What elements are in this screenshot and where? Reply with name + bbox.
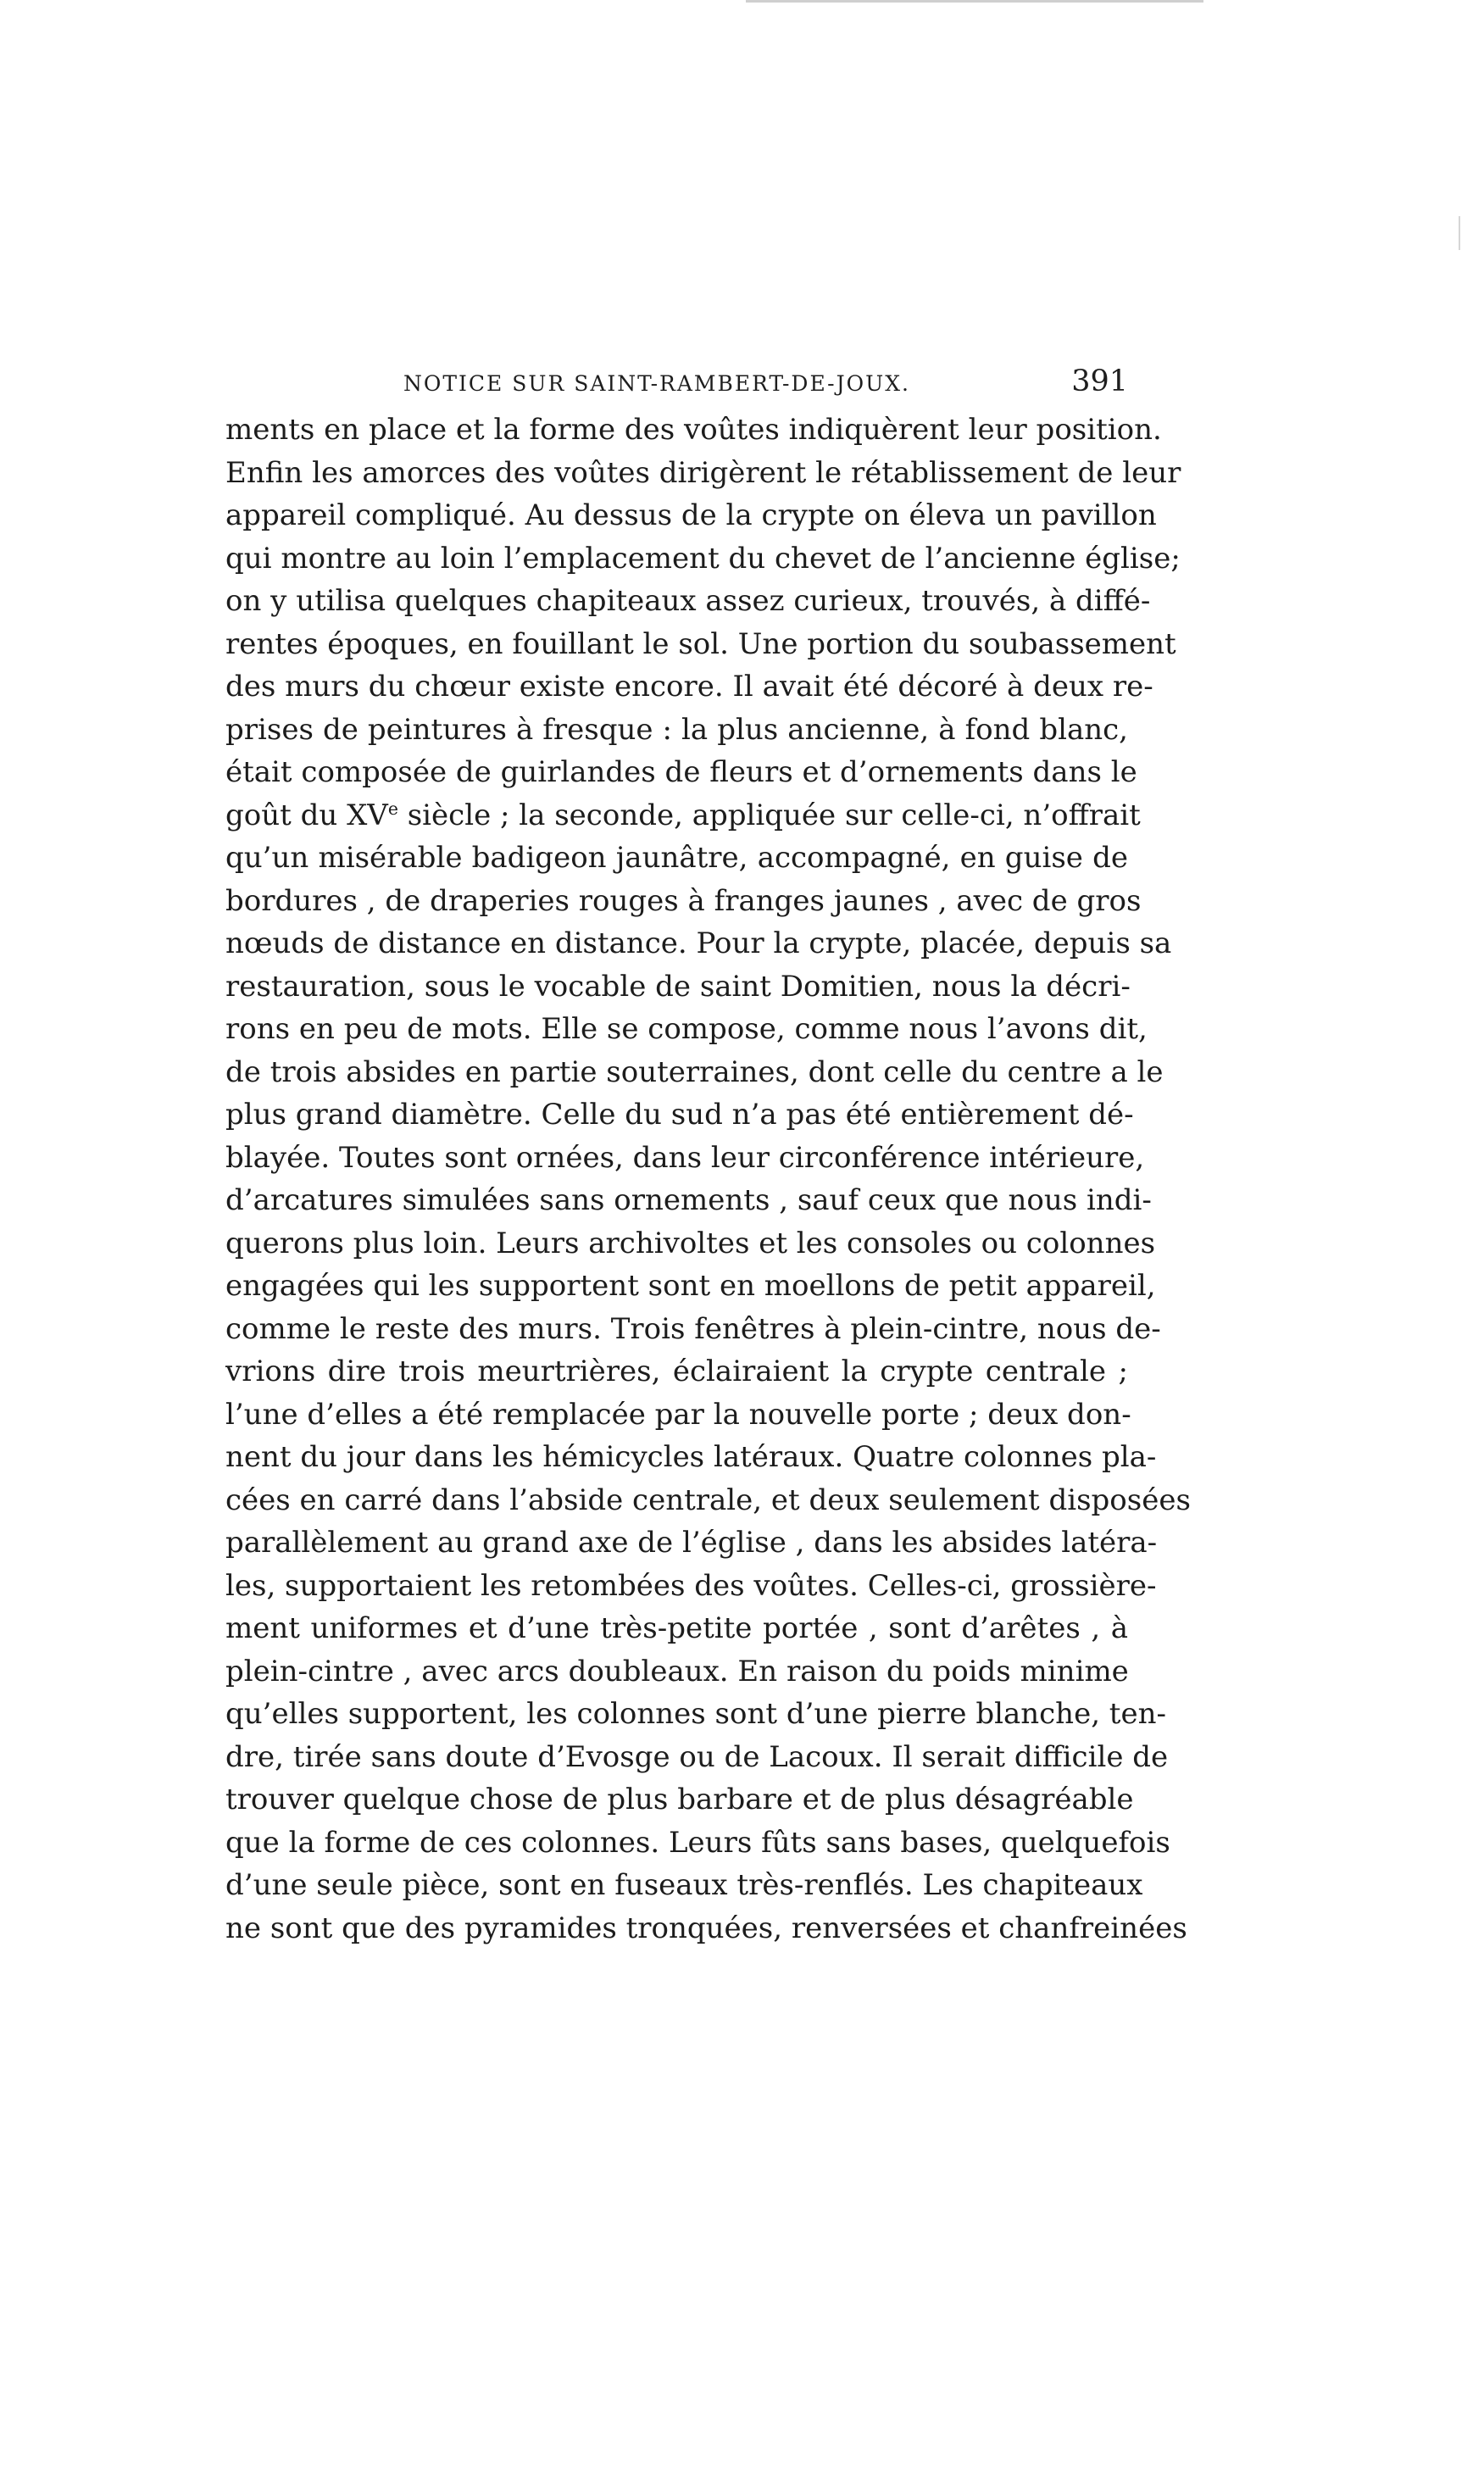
text-line: plein-cintre , avec arcs doubleaux. En raison du poids minime <box>225 1654 1129 1688</box>
top-edge-rule <box>746 0 1203 3</box>
text-line: plus grand diamètre. Celle du sud n’a pas été entièrement dé- <box>225 1098 1134 1132</box>
text-line: de trois absides en partie souterraines, dont celle du centre a le <box>225 1054 1164 1089</box>
text-line: était composée de guirlandes de fleurs et d’ornements dans le <box>225 755 1137 789</box>
text-line: appareil compliqué. Au dessus de la crypte on éleva un pavillon <box>225 498 1157 532</box>
body-text <box>225 409 1191 1950</box>
text-line-superscript: goût du XVe siècle ; la seconde, appliquée sur celle-ci, n’offrait <box>225 798 1141 832</box>
text-line: d’une seule pièce, sont en fuseaux très-renflés. Les chapiteaux <box>225 1868 1143 1902</box>
text-line: qui montre au loin l’emplacement du chevet de l’ancienne église; <box>225 541 1181 576</box>
text-line: qu’un misérable badigeon jaunâtre, accompagné, en guise de <box>225 841 1128 875</box>
text-line: les, supportaient les retombées des voûtes. Celles-ci, grossière- <box>225 1568 1157 1603</box>
century-superscript: e <box>387 798 398 819</box>
text-line: engagées qui les supportent sont en moellons de petit appareil, <box>225 1269 1156 1303</box>
text-line: ments en place et la forme des voûtes indiquèrent leur position. <box>225 413 1162 447</box>
text-line: restauration, sous le vocable de saint Domitien, nous la décri- <box>225 969 1131 1004</box>
text-line: dre, tirée sans doute d’Evosge ou de Lacoux. Il serait difficile de <box>225 1739 1169 1774</box>
text-line: nœuds de distance en distance. Pour la crypte, placée, depuis sa <box>225 926 1172 960</box>
text-line: rentes époques, en fouillant le sol. Une portion du soubassement <box>225 626 1176 661</box>
text-line: l’une d’elles a été remplacée par la nouvelle porte ; deux don- <box>225 1397 1131 1432</box>
text-line: querons plus loin. Leurs archivoltes et les consoles ou colonnes <box>225 1226 1156 1260</box>
text-line: d’arcatures simulées sans ornements , sauf ceux que nous indi- <box>225 1183 1152 1217</box>
text-line: blayée. Toutes sont ornées, dans leur circonférence intérieure, <box>225 1140 1145 1175</box>
text-line: ne sont que des pyramides tronquées, renversées et chanfreinées <box>225 1911 1187 1945</box>
text-line: des murs du chœur existe encore. Il avait été décoré à deux re- <box>225 670 1153 704</box>
text-line: que la forme de ces colonnes. Leurs fûts sans bases, quelquefois <box>225 1825 1170 1860</box>
page-number: 391 <box>1071 364 1128 398</box>
text-line: Enfin les amorces des voûtes dirigèrent le rétablissement de leur <box>225 455 1181 490</box>
text-line: cées en carré dans l’abside centrale, et deux seulement disposées <box>225 1482 1191 1517</box>
margin-mark <box>1459 216 1460 250</box>
text-line: comme le reste des murs. Trois fenêtres à plein-cintre, nous de- <box>225 1311 1161 1346</box>
text-line: vrions dire trois meurtrières, éclairaient la crypte centrale ; <box>225 1355 1128 1388</box>
text-line: ment uniformes et d’une très-petite portée , sont d’arêtes , à <box>225 1611 1128 1645</box>
running-title: NOTICE SUR SAINT-RAMBERT-DE-JOUX. <box>403 371 910 396</box>
text-line: bordures , de draperies rouges à franges jaunes , avec de gros <box>225 883 1142 918</box>
page-header <box>403 361 1128 405</box>
text-line: trouver quelque chose de plus barbare et de plus désagréable <box>225 1783 1134 1816</box>
text-line: on y utilisa quelques chapiteaux assez curieux, trouvés, à diffé- <box>225 584 1151 618</box>
text-line: nent du jour dans les hémicycles latéraux. Quatre colonnes pla- <box>225 1440 1157 1474</box>
text-line: qu’elles supportent, les colonnes sont d’une pierre blanche, ten- <box>225 1697 1166 1731</box>
text-line: prises de peintures à fresque : la plus ancienne, à fond blanc, <box>225 712 1128 747</box>
text-line: rons en peu de mots. Elle se compose, comme nous l’avons dit, <box>225 1012 1148 1046</box>
text-line: parallèlement au grand axe de l’église , dans les absides latéra- <box>225 1526 1158 1560</box>
